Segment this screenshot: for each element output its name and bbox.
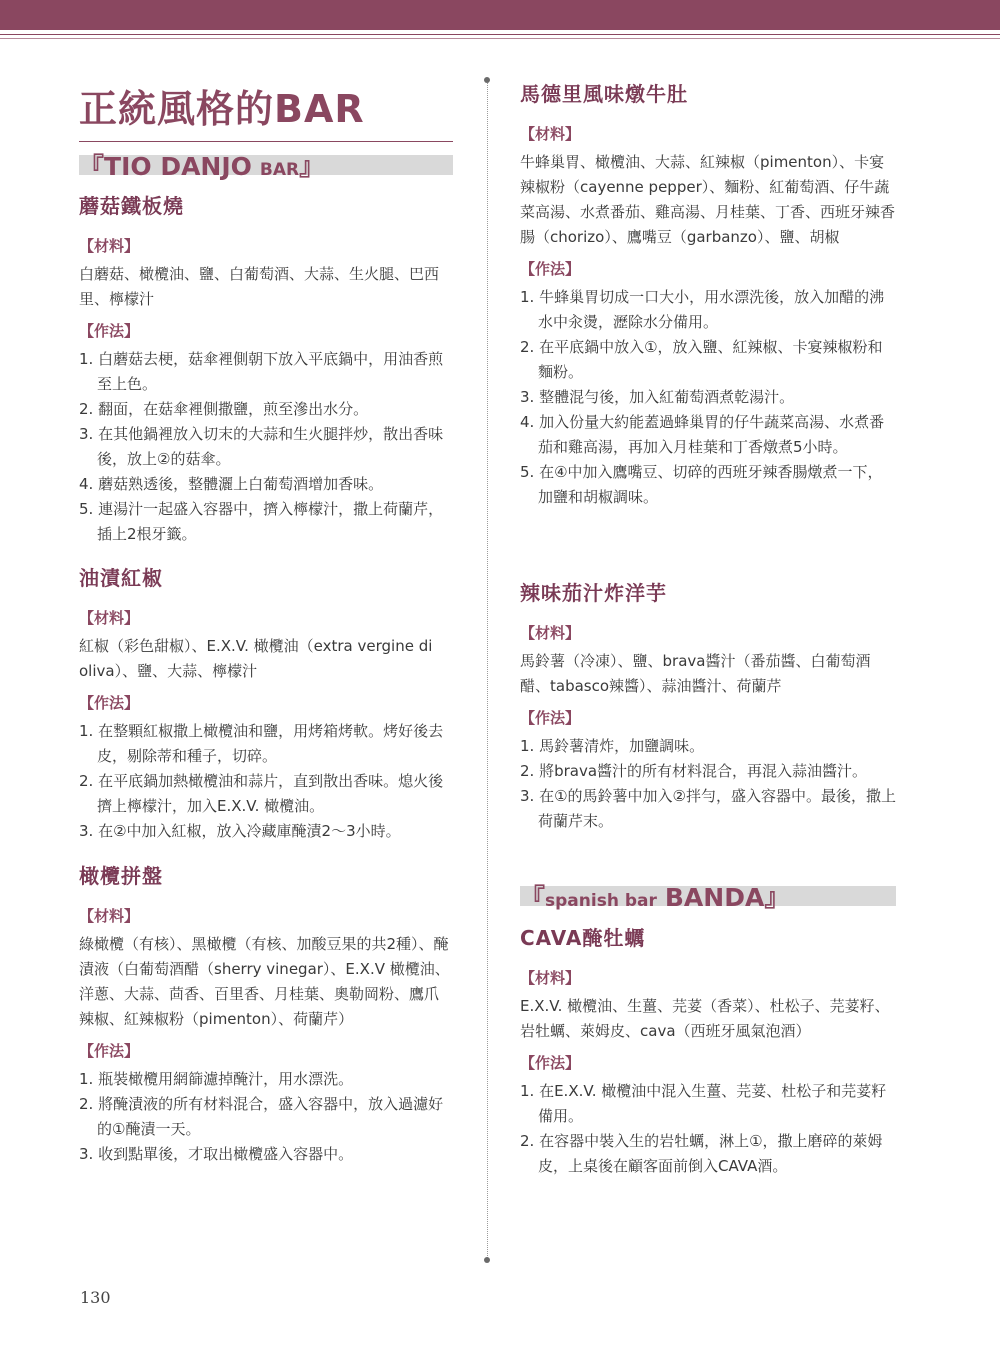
step: 4. 蘑菇熟透後，整體灑上白葡萄酒增加香味。 (79, 475, 384, 493)
ingredients-label: 【材料】 (520, 624, 581, 642)
step: 2. 在平底鍋中放入①，放入鹽、紅辣椒、卡宴辣椒粉和麵粉。 (520, 338, 883, 381)
top-rule (0, 34, 1000, 35)
method-label: 【作法】 (79, 322, 140, 340)
method-steps (79, 1067, 453, 1167)
step: 5. 在④中加入鷹嘴豆、切碎的西班牙辣香腸燉煮一下，加鹽和胡椒調味。 (520, 463, 883, 506)
page-number: 130 (80, 1288, 111, 1307)
bar-heading-name: TIO DANJO (104, 152, 252, 181)
method-steps (79, 719, 453, 844)
method-steps (520, 1079, 896, 1179)
recipe-title: 馬德里風味燉牛肚 (520, 82, 688, 106)
recipe-title: 油漬紅椒 (79, 566, 163, 590)
ingredients-label: 【材料】 (520, 125, 581, 143)
method-label: 【作法】 (520, 709, 581, 727)
step: 3. 在其他鍋裡放入切末的大蒜和生火腿拌炒，散出香味後，放上②的菇傘。 (79, 425, 444, 468)
method-label: 【作法】 (520, 260, 581, 278)
recipe-mushroom-teppanyaki (79, 190, 453, 547)
ingredients-text: 白蘑菇、橄欖油、鹽、白葡萄酒、大蒜、生火腿、巴西里、檸檬汁 (79, 265, 440, 308)
bar-heading-name: BANDA (664, 883, 765, 912)
recipe-title: 辣味茄汁炸洋芋 (520, 581, 667, 605)
ingredients-label: 【材料】 (79, 237, 140, 255)
step: 3. 整體混勻後，加入紅葡萄酒煮乾湯汁。 (520, 388, 795, 406)
column-divider (487, 80, 488, 1260)
bar-heading-close-bracket: 』 (299, 152, 325, 181)
recipe-patatas-bravas (520, 577, 896, 834)
method-label: 【作法】 (79, 1042, 140, 1060)
step: 4. 加入份量大約能蓋過蜂巢胃的仔牛蔬菜高湯、水煮番茄和雞高湯，再加入月桂葉和丁香燉煮5小時。 (520, 413, 885, 456)
step: 2. 在容器中裝入生的岩牡蠣，淋上①，撒上磨碎的萊姆皮，上桌後在顧客面前倒入CAVA酒。 (520, 1132, 883, 1175)
step: 1. 在E.X.V. 橄欖油中混入生薑、芫荽、杜松子和芫荽籽備用。 (520, 1082, 887, 1125)
step: 2. 將醃漬液的所有材料混合，盛入容器中，放入過濾好的①醃漬一天。 (79, 1095, 444, 1138)
top-rule-thin (0, 38, 1000, 39)
step: 5. 連湯汁一起盛入容器中，擠入檸檬汁，撒上荷蘭芹，插上2根牙籤。 (79, 500, 444, 543)
method-steps (520, 734, 896, 834)
step: 1. 牛蜂巢胃切成一口大小，用水漂洗後，放入加醋的沸水中汆燙，瀝除水分備用。 (520, 288, 885, 331)
ingredients-label: 【材料】 (520, 969, 581, 987)
top-color-band (0, 0, 1000, 30)
ingredients-text: E.X.V. 橄欖油、生薑、芫荽（香菜）、杜松子、芫荽籽、岩牡蠣、萊姆皮、cava（西班牙風氣泡酒） (520, 997, 890, 1040)
method-label: 【作法】 (79, 694, 140, 712)
page-title: 正統風格的BAR (79, 78, 453, 142)
bar-heading-tio-danjo (79, 152, 453, 181)
step: 3. 在②中加入紅椒，放入冷藏庫醃漬2〜3小時。 (79, 822, 401, 840)
recipe-madrid-tripe-stew (520, 78, 896, 510)
method-label: 【作法】 (520, 1054, 581, 1072)
method-steps (79, 347, 453, 547)
step: 3. 在①的馬鈴薯中加入②拌勻，盛入容器中。最後，撒上荷蘭芹末。 (520, 787, 896, 830)
method-steps (520, 285, 896, 510)
bar-heading-suffix: BAR (259, 160, 300, 180)
divider-dot-top (484, 77, 490, 83)
recipe-olive-platter (79, 860, 453, 1167)
recipe-title: 蘑菇鐵板燒 (79, 194, 184, 218)
step: 3. 收到點單後，才取出橄欖盛入容器中。 (79, 1145, 354, 1163)
bar-heading-banda (520, 883, 896, 912)
step: 1. 白蘑菇去梗，菇傘裡側朝下放入平底鍋中，用油香煎至上色。 (79, 350, 444, 393)
bar-heading-open-bracket: 『 (520, 883, 546, 912)
step: 2. 翻面，在菇傘裡側撒鹽，煎至滲出水分。 (79, 400, 369, 418)
recipe-title: 橄欖拼盤 (79, 864, 163, 888)
ingredients-text: 綠橄欖（有核）、黑橄欖（有核、加酸豆果的共2種）、醃漬液（白葡萄酒醋（sherry vinegar）、E.X.V 橄欖油、洋蔥、大蒜、茴香、百里香、月桂葉、奧勒岡粉、鷹爪辣椒、紅辣椒粉（pimenton）、荷蘭芹） (79, 935, 450, 1028)
recipe-cava-oysters (520, 922, 896, 1179)
ingredients-label: 【材料】 (79, 609, 140, 627)
ingredients-label: 【材料】 (79, 907, 140, 925)
step: 1. 瓶裝橄欖用網篩濾掉醃汁，用水漂洗。 (79, 1070, 354, 1088)
bar-heading-prefix: spanish bar (545, 891, 657, 911)
step: 2. 將brava醬汁的所有材料混合，再混入蒜油醬汁。 (520, 762, 868, 780)
recipe-title: CAVA醃牡蠣 (520, 926, 646, 950)
step: 1. 馬鈴薯清炸，加鹽調味。 (520, 737, 705, 755)
ingredients-text: 馬鈴薯（冷凍）、鹽、brava醬汁（番茄醬、白葡萄酒醋、tabasco辣醬）、蒜油醬汁、荷蘭芹 (520, 652, 871, 695)
ingredients-text: 牛蜂巢胃、橄欖油、大蒜、紅辣椒（pimenton）、卡宴辣椒粉（cayenne pepper）、麵粉、紅葡萄酒、仔牛蔬菜高湯、水煮番茄、雞高湯、月桂葉、丁香、西班牙辣香腸（chorizo）、鷹嘴豆（garbanzo）、鹽、胡椒 (520, 153, 896, 246)
recipe-marinated-red-pepper (79, 562, 453, 844)
ingredients-text: 紅椒（彩色甜椒）、E.X.V. 橄欖油（extra vergine di oliva）、鹽、大蒜、檸檬汁 (79, 637, 433, 680)
step: 1. 在整顆紅椒撒上橄欖油和鹽，用烤箱烤軟。烤好後去皮，剔除蒂和種子，切碎。 (79, 722, 444, 765)
bar-heading-open-bracket: 『 (79, 152, 105, 181)
step: 2. 在平底鍋加熱橄欖油和蒜片，直到散出香味。熄火後擠上檸檬汁，加入E.X.V. 橄欖油。 (79, 772, 444, 815)
divider-dot-bottom (484, 1257, 490, 1263)
bar-heading-close-bracket: 』 (764, 883, 790, 912)
